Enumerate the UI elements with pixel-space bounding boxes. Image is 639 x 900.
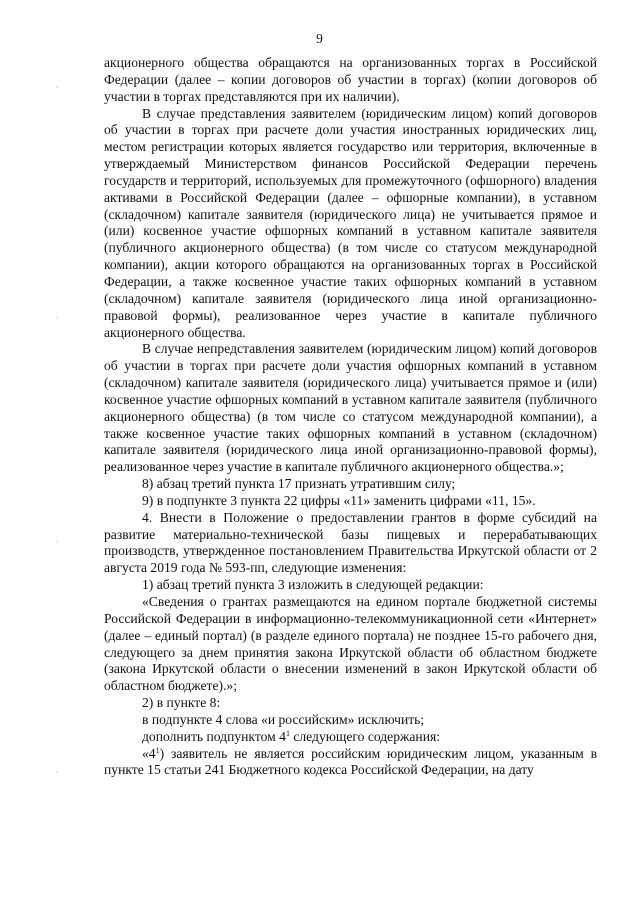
- paragraph: 4. Внести в Положение о предоставлении грантов в форме субсидий на развитие материально-технической базы пищевых и перерабатывающих производств, утвержденное постановлением Правительства Иркутской области от 2 августа 2019 года № 593-пп, следующие изменения:: [104, 509, 597, 576]
- document-body: [104, 55, 597, 779]
- paragraph: 8) абзац третий пункта 17 признать утратившим силу;: [142, 476, 456, 492]
- paragraph: 1) абзац третий пункта 3 изложить в следующей редакции:: [142, 577, 484, 593]
- text-run: «4: [142, 745, 156, 761]
- paragraph: В случае непредставления заявителем (юридическим лицом) копий договоров об участии в торгах при расчете доли участия офшорных компаний в уставном (складочном) капитале заявителя (юридического лица) учитывается прямое и (или) косвенное участие офшорных компаний в уставном капитале заявителя (публичного акционерного общества) (в том числе со статусом международной компании), а также косвенное участие таких офшорных компаний в уставном (складочном) капитале заявителя (юридического лица иной организационно-правовой формы), реализованное через участие в капитале публичного акционерного общества.»;: [104, 341, 597, 475]
- margin-mark: `: [56, 86, 60, 94]
- text-run: дополнить подпунктом 4: [142, 728, 286, 744]
- paragraph: 2) в пункте 8:: [142, 695, 221, 711]
- paragraph: акционерного общества обращаются на организованных торгах в Российской Федерации (далее – копии договоров об участии в торгах) (копии договоров об участии в торгах представляются при их наличии).: [104, 55, 597, 104]
- paragraph: в подпункте 4 слова «и российским» исключить;: [142, 711, 425, 727]
- paragraph: В случае представления заявителем (юридическим лицом) копий договоров об участии в торгах при расчете доли участия иностранных юридических лиц, местом регистрации которых является государство или территория, включенные в утверждаемый Министерством финансов Российской Федерации перечень государств и территорий, используемых для промежуточного (офшорного) владения активами в Российской Федерации (далее – офшорные компании), в уставном (складочном) капитале заявителя (юридического лица) не учитывается прямое и (или) косвенное участие офшорных компаний в уставном капитале заявителя (публичного акционерного общества) (в том числе со статусом международной компании), акции которого обращаются на организованных торгах в Российской Федерации, а также косвенное участие таких офшорных компаний в уставном (складочном) капитале заявителя (юридического лица иной организационно-правовой формы), реализованное через участие в капитале публичного акционерного общества.: [104, 105, 597, 340]
- paragraph-supplement: [104, 729, 597, 746]
- page-number: 9: [316, 31, 323, 46]
- superscript: 1: [155, 745, 160, 755]
- paragraph: 9) в подпункте 3 пункта 22 цифры «11» заменить цифрами «11, 15».: [142, 492, 536, 508]
- margin-mark: `: [56, 317, 60, 325]
- paragraph: «Сведения о грантах размещаются на едином портале бюджетной системы Российской Федерации в информационно-телекоммуникационной сети «Интернет» (далее – единый портал) (в разделе единого портала) не позднее 15-го рабочего дня, следующего за днем принятия закона Иркутской области об областном бюджете (закона Иркутской области о внесении изменений в закон Иркутской области об областном бюджете).»;: [104, 594, 597, 694]
- paragraph-last: [104, 746, 597, 780]
- text-run: ) заявитель не является российским юридическим лицом, указанным в пункте 15 статьи 241 Бюджетного кодекса Российской Федерации, на дату: [104, 745, 597, 778]
- margin-mark: `: [56, 771, 60, 779]
- margin-mark: `: [56, 541, 60, 549]
- text-run: следующего содержания:: [289, 728, 441, 744]
- superscript: 1: [285, 728, 290, 738]
